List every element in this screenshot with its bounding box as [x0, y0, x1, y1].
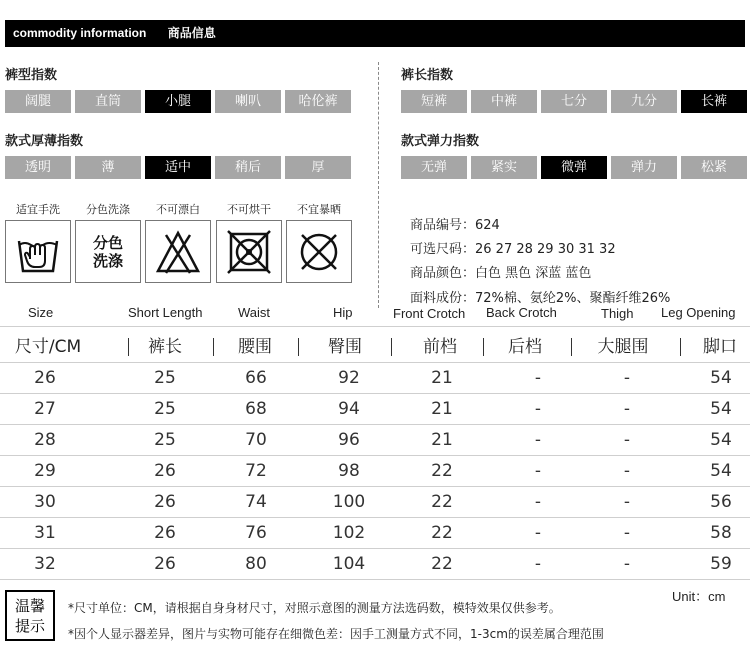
care-no-tumble-dry — [216, 200, 282, 283]
table-cell: - — [623, 430, 631, 450]
table-cell: 54 — [710, 430, 732, 450]
table-cell: - — [534, 368, 542, 388]
note-line-1: *尺寸单位：CM，请根据自身身材尺寸，对照示意图的测量方法选码数，模特效果仅供参考。 — [68, 601, 561, 615]
header-waist: 腰围 — [238, 337, 272, 357]
option-elasticity-4: 松紧 — [681, 156, 747, 179]
table-row — [0, 487, 750, 518]
table-row — [0, 363, 750, 394]
table-cell: - — [623, 554, 631, 574]
en-header-hip: Hip — [333, 305, 353, 320]
care-label-hand-wash: 适宜手洗 — [16, 203, 60, 216]
option-pants-type-2: 小腿 — [145, 90, 211, 113]
table-cell: 27 — [34, 399, 56, 419]
table-cell: 66 — [245, 368, 267, 388]
section-divider — [378, 62, 379, 308]
option-pants-type-3: 喇叭 — [215, 90, 281, 113]
table-cell: 54 — [710, 368, 732, 388]
table-cell: 104 — [332, 554, 366, 574]
option-pants-length-2: 七分 — [541, 90, 607, 113]
option-elasticity-1: 紧实 — [471, 156, 537, 179]
table-cell: 26 — [154, 554, 176, 574]
option-pants-type-0: 阔腿 — [5, 90, 71, 113]
product-sizes: 可选尺码：26 27 28 29 30 31 32 — [410, 242, 616, 257]
table-cell: 26 — [154, 523, 176, 543]
option-elasticity-3: 弹力 — [611, 156, 677, 179]
table-cell: 25 — [154, 368, 176, 388]
table-cell: - — [534, 492, 542, 512]
table-cell: 98 — [338, 461, 360, 481]
table-cell: 21 — [431, 430, 453, 450]
table-cell: 22 — [431, 492, 453, 512]
table-cell: - — [623, 368, 631, 388]
table-cell: 94 — [338, 399, 360, 419]
option-pants-type-1: 直筒 — [75, 90, 141, 113]
unit-label: Unit：cm — [672, 589, 726, 604]
en-header-leg-opening: Leg Opening — [661, 305, 736, 320]
en-header-waist: Waist — [238, 305, 271, 320]
care-label-no-sun-dry: 不宜暴晒 — [297, 203, 341, 216]
table-row — [0, 456, 750, 487]
table-cell: 76 — [245, 523, 267, 543]
table-cell: - — [534, 461, 542, 481]
table-row — [0, 425, 750, 456]
header-bar — [5, 20, 745, 47]
table-cell: 31 — [34, 523, 56, 543]
option-thickness-0: 透明 — [5, 156, 71, 179]
table-cell: 59 — [710, 554, 732, 574]
product-material: 面料成份：72%棉、氨纶2%、聚酯纤维26% — [410, 291, 671, 306]
table-cell: - — [623, 523, 631, 543]
table-cell: 22 — [431, 523, 453, 543]
table-header-row — [0, 326, 750, 363]
table-cell: 102 — [332, 523, 366, 543]
table-cell: 92 — [338, 368, 360, 388]
care-separate-wash — [75, 200, 141, 283]
option-elasticity-0: 无弹 — [401, 156, 467, 179]
thickness-options — [5, 156, 355, 179]
table-body — [0, 363, 750, 580]
table-cell: - — [534, 430, 542, 450]
table-cell: 26 — [154, 492, 176, 512]
table-cell: 58 — [710, 523, 732, 543]
size-table — [0, 326, 750, 580]
header-front-crotch: 前档 — [423, 337, 457, 357]
care-hand-wash — [5, 200, 71, 283]
care-label-no-tumble-dry: 不可烘干 — [227, 203, 271, 216]
option-thickness-2: 适中 — [145, 156, 211, 179]
en-header-front-crotch: Front Crotch — [393, 306, 466, 321]
option-pants-length-4: 长裤 — [681, 90, 747, 113]
en-header-thigh: Thigh — [601, 306, 634, 321]
header-leg-opening: 脚口 — [703, 337, 737, 357]
care-no-sun-dry — [286, 200, 352, 283]
pants-type-label: 裤型指数 — [5, 68, 58, 83]
option-pants-length-1: 中裤 — [471, 90, 537, 113]
table-cell: 22 — [431, 461, 453, 481]
table-cell: 26 — [34, 368, 56, 388]
table-cell: 22 — [431, 554, 453, 574]
product-colors: 商品颜色：白色 黑色 深蓝 蓝色 — [410, 266, 592, 281]
header-size: 尺寸/CM — [14, 337, 82, 357]
table-row — [0, 394, 750, 425]
table-cell: 21 — [431, 368, 453, 388]
table-cell: 30 — [34, 492, 56, 512]
table-cell: 80 — [245, 554, 267, 574]
table-cell: - — [534, 399, 542, 419]
header-thigh: 大腿围 — [597, 337, 649, 357]
header-title-cn: 商品信息 — [167, 26, 216, 40]
table-cell: 25 — [154, 430, 176, 450]
header-title-en: commodity information — [13, 26, 147, 40]
option-thickness-3: 稍后 — [215, 156, 281, 179]
table-cell: 96 — [338, 430, 360, 450]
pants-type-options — [5, 90, 355, 113]
option-pants-length-3: 九分 — [611, 90, 677, 113]
no-tumble-dry-icon — [224, 227, 274, 277]
en-header-back-crotch: Back Crotch — [486, 305, 557, 320]
elasticity-label: 款式弹力指数 — [401, 134, 480, 149]
care-label-separate-wash: 分色洗涤 — [86, 203, 130, 216]
option-thickness-4: 厚 — [285, 156, 351, 179]
table-cell: 54 — [710, 461, 732, 481]
tip-badge: 温馨 提示 — [5, 590, 55, 641]
table-cell: 25 — [154, 399, 176, 419]
separate-wash-icon: 分色 洗涤 — [92, 233, 123, 270]
hand-wash-icon — [13, 227, 63, 277]
en-header-size: Size — [28, 305, 54, 320]
table-cell: 54 — [710, 399, 732, 419]
note-line-2: *因个人显示器差异，图片与实物可能存在细微色差：因手工测量方式不同，1-3cm的误差属合理范围 — [68, 627, 604, 641]
no-bleach-icon — [153, 227, 203, 277]
header-back-crotch: 后档 — [508, 337, 542, 357]
en-header-short-length: Short Length — [128, 305, 203, 320]
table-cell: 70 — [245, 430, 267, 450]
option-thickness-1: 薄 — [75, 156, 141, 179]
care-label-no-bleach: 不可漂白 — [156, 203, 200, 216]
table-cell: 72 — [245, 461, 267, 481]
table-cell: 26 — [154, 461, 176, 481]
table-cell: 68 — [245, 399, 267, 419]
care-no-bleach — [145, 200, 211, 283]
table-row — [0, 518, 750, 549]
elasticity-options — [401, 156, 750, 179]
option-elasticity-2: 微弹 — [541, 156, 607, 179]
table-cell: 56 — [710, 492, 732, 512]
table-cell: - — [623, 492, 631, 512]
table-cell: - — [534, 523, 542, 543]
no-sun-dry-icon — [294, 227, 344, 277]
table-cell: 100 — [332, 492, 366, 512]
product-number: 商品编号：624 — [410, 218, 500, 233]
table-row — [0, 549, 750, 580]
table-cell: - — [623, 461, 631, 481]
table-cell: 21 — [431, 399, 453, 419]
table-cell: - — [534, 554, 542, 574]
pants-length-options — [401, 90, 750, 113]
table-cell: 29 — [34, 461, 56, 481]
table-cell: 28 — [34, 430, 56, 450]
pants-length-label: 裤长指数 — [401, 68, 454, 83]
option-pants-type-4: 哈伦裤 — [285, 90, 351, 113]
table-cell: 32 — [34, 554, 56, 574]
header-length: 裤长 — [148, 337, 182, 357]
option-pants-length-0: 短裤 — [401, 90, 467, 113]
table-cell: - — [623, 399, 631, 419]
thickness-label: 款式厚薄指数 — [5, 134, 84, 149]
header-hip: 臀围 — [328, 337, 362, 357]
table-cell: 74 — [245, 492, 267, 512]
